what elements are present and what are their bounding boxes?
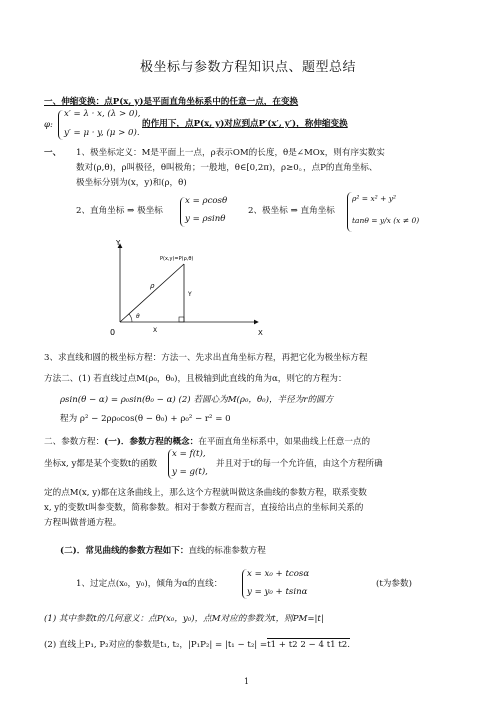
- polar-def-line2: 数对(ρ,θ)，ρ叫极径，θ叫极角；一般地，θ∈[0,2π)，ρ≥0。，点P的直角坐标、: [76, 163, 378, 173]
- note-line1: (1) 其中参数t的几何意义：点P(x₀，y₀)，点M对应的参数为t，则PM=|t|: [44, 614, 324, 624]
- polar-def-line3: 极坐标分别为(x，y)和(ρ，θ): [76, 178, 187, 188]
- param-note: (t为参数): [376, 579, 412, 589]
- x-eq: x = ρcosθ: [185, 196, 228, 206]
- param-line1: [44, 437, 370, 448]
- page-title: 极坐标与参数方程知识点、题型总结: [139, 60, 356, 75]
- stretch-transform-line1: 一、伸缩变换：点P(x, y)是平面直角坐标系中的任意一点，在变换: [44, 97, 299, 107]
- common-curves-label: (二)．常见曲线的参数方程如下：: [60, 546, 189, 556]
- param-line2b: 并且对于t的每一个允许值，由这个方程所确: [216, 459, 383, 469]
- origin-label: 0: [110, 328, 116, 337]
- note-line2: [44, 640, 350, 651]
- right-angle-mark: [179, 317, 184, 322]
- line-item1: 1、过定点(x₀，y₀)，倾角为α的直线：: [76, 579, 223, 589]
- y-eq: y = ρsinθ: [185, 214, 226, 224]
- gy-eq: y = g(t),: [172, 467, 208, 477]
- section-label: 一、: [44, 148, 62, 158]
- polar-to-rect-label: 2、极坐标 ⇒ 直角坐标: [248, 206, 335, 216]
- x-coord-label: X: [153, 327, 158, 334]
- method-line1: 3、求直线和圆的极坐标方程：方法一、先求出直角坐标方程，再把它化为极坐标方程: [44, 353, 368, 363]
- sqrt-expression: t1 + t2 2 − 4 t1 t2.: [267, 640, 350, 650]
- method-line2: 方法二、(1) 若直线过点M(ρ₀，θ₀)，且极轴到此直线的角为α，则它的方程为：: [44, 374, 347, 384]
- common-curves-text: 直线的标准参数方程: [188, 546, 266, 556]
- line-y-eq: y = y₀ + tsinα: [247, 587, 308, 597]
- polar-def-line1: 1、极坐标定义：M是平面上一点，ρ表示OM的长度，θ是∠MOx，则有序实数实: [76, 148, 385, 158]
- common-curves-heading: [60, 546, 266, 557]
- x-axis-label: X: [258, 329, 263, 337]
- param-heading: 二、参数方程：: [44, 437, 105, 447]
- polar-diagram: [108, 238, 288, 348]
- y-axis-label: Y: [116, 239, 121, 247]
- method-line4: 程为 ρ² − 2ρρ₀cos(θ − θ₀) + ρ₀² − r² = 0: [60, 414, 231, 424]
- note-line2-text: (2) 直线上P₁, P₂对应的参数是t₁, t₂，|P₁P₂| = |t₁ − t₂| =: [44, 640, 268, 650]
- rho-label: ρ: [150, 282, 155, 290]
- param-concept-label: (一)．参数方程的概念：: [104, 437, 199, 447]
- point-label: P(x,y)=P(ρ,θ): [160, 256, 194, 262]
- rho-eq: ρ² = x² + y²: [352, 194, 397, 203]
- rect-to-polar-label: 2、直角坐标 ⇒ 极坐标: [76, 206, 163, 216]
- line-x-eq: x = x₀ + tcosα: [247, 569, 310, 579]
- theta-arc: [129, 314, 132, 322]
- tan-eq: tanθ = y/x (x ≠ 0): [352, 216, 420, 225]
- transform-eq-y: y′ = μ · y, (μ > 0).: [64, 128, 140, 138]
- param-concept-text: 在平面直角坐标系中，如果曲线上任意一点的: [198, 437, 371, 447]
- param-line2a: 坐标x, y都是某个变数t的函数: [44, 459, 158, 469]
- method-line3: ρsin(θ − α) = ρ₀sin(θ₀ − α) (2) 若圆心为M(ρ₀，θ₀)，半径为r的圆方: [60, 395, 334, 405]
- transform-eq-x: x′ = λ · x, (λ > 0),: [64, 109, 141, 119]
- param-line3: 定的点M(x, y)都在这条曲线上，那么这个方程就叫做这条曲线的参数方程，联系变数: [44, 488, 367, 498]
- param-line5: 方程叫做普通方程。: [44, 518, 122, 528]
- theta-label: θ: [136, 313, 140, 320]
- radius-line: [120, 264, 184, 322]
- fx-eq: x = f(t),: [172, 449, 206, 459]
- stretch-transform-line2: 的作用下，点P(x, y)对应到点P′(x′, y′)，称伸缩变换: [142, 119, 348, 129]
- system-brace: [58, 110, 63, 140]
- phi-symbol: φ:: [44, 120, 53, 130]
- page-number: 1: [244, 677, 250, 686]
- param-line4: x, y的变数t叫参变数，简称参数。相对于参数方程而言，直接给出点的坐标间关系的: [44, 503, 364, 513]
- y-coord-label: Y: [188, 291, 192, 298]
